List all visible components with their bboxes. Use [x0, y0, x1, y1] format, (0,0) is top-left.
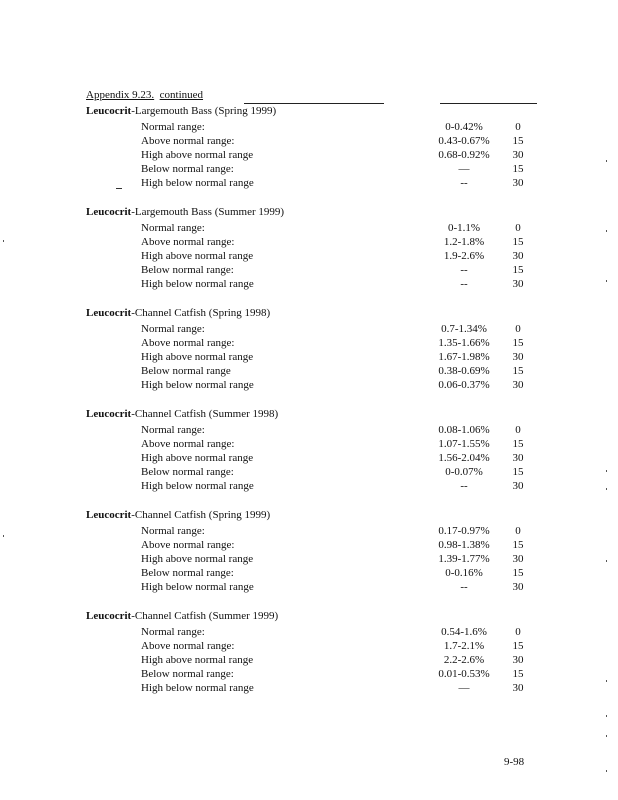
row-label: Below normal range:	[141, 163, 234, 175]
section-title-rest: -Channel Catfish (Spring 1999)	[131, 509, 271, 521]
row-range: 0.08-1.06%	[438, 424, 490, 436]
section-title-prefix: Leucocrit	[86, 509, 132, 521]
appendix-title: Appendix 9.23.	[86, 89, 155, 101]
appendix-header	[86, 89, 203, 101]
row-points: 15	[512, 438, 524, 450]
row-points: 30	[512, 379, 524, 391]
table-row	[0, 466, 618, 480]
row-points: 0	[515, 525, 521, 537]
row-label: Normal range:	[141, 424, 205, 436]
section-title-prefix: Leucocrit	[86, 307, 132, 319]
section-title-rest: -Largemouth Bass (Spring 1999)	[131, 105, 277, 117]
table-row	[0, 351, 618, 365]
row-range: 0.43-0.67%	[438, 135, 490, 147]
row-range: 1.67-1.98%	[438, 351, 490, 363]
table-row	[0, 654, 618, 668]
row-label: High above normal range	[141, 351, 254, 363]
table-row	[0, 553, 618, 567]
table-row	[0, 567, 618, 581]
table-row	[0, 121, 618, 135]
row-range: —	[458, 682, 470, 694]
table-row	[0, 323, 618, 337]
table-row	[0, 337, 618, 351]
row-label: Above normal range:	[141, 539, 235, 551]
table-row	[0, 177, 618, 191]
row-range: 0-0.42%	[445, 121, 483, 133]
row-range: 0-0.16%	[445, 567, 483, 579]
row-range: 2.2-2.6%	[443, 654, 485, 666]
section-title-rest: -Channel Catfish (Summer 1999)	[131, 610, 279, 622]
section-title	[86, 307, 270, 319]
row-label: Below normal range:	[141, 567, 234, 579]
row-points: 0	[515, 222, 521, 234]
row-points: 15	[512, 539, 524, 551]
scan-speck	[3, 240, 4, 242]
row-points: 0	[515, 323, 521, 335]
scan-speck	[606, 470, 607, 472]
row-label: High below normal range	[141, 480, 254, 492]
table-row	[0, 379, 618, 393]
row-label: Normal range:	[141, 323, 205, 335]
section-title	[86, 105, 276, 117]
row-points: 30	[512, 351, 524, 363]
row-range: 1.9-2.6%	[443, 250, 485, 262]
row-points: 0	[515, 626, 521, 638]
scan-speck	[606, 715, 607, 717]
row-points: 15	[512, 236, 524, 248]
row-label: High below normal range	[141, 278, 254, 290]
row-label: Above normal range:	[141, 438, 235, 450]
scan-speck	[606, 160, 607, 162]
header-rule-right	[440, 103, 537, 104]
table-row	[0, 452, 618, 466]
section-title-rest: -Channel Catfish (Spring 1998)	[131, 307, 271, 319]
row-points: 15	[512, 640, 524, 652]
row-points: 30	[512, 682, 524, 694]
scan-speck	[606, 680, 607, 682]
row-range: 0.38-0.69%	[438, 365, 490, 377]
row-points: 30	[512, 278, 524, 290]
row-range: --	[460, 264, 468, 276]
table-row	[0, 525, 618, 539]
page-number: 9-98	[504, 756, 525, 768]
row-label: Above normal range:	[141, 236, 235, 248]
row-points: 0	[515, 424, 521, 436]
scan-speck	[3, 535, 4, 537]
section-title-prefix: Leucocrit	[86, 610, 132, 622]
row-points: 15	[512, 466, 524, 478]
row-range: 0-1.1%	[447, 222, 481, 234]
section-title-prefix: Leucocrit	[86, 408, 132, 420]
table-row	[0, 365, 618, 379]
row-points: 15	[512, 135, 524, 147]
row-points: 0	[515, 121, 521, 133]
row-label: Normal range:	[141, 121, 205, 133]
table-row	[0, 668, 618, 682]
table-row	[0, 135, 618, 149]
table-row	[0, 250, 618, 264]
table-row	[0, 682, 618, 696]
row-range: —	[458, 163, 470, 175]
row-label: Normal range:	[141, 525, 205, 537]
row-range: 1.39-1.77%	[438, 553, 490, 565]
row-range: 1.2-1.8%	[443, 236, 485, 248]
row-range: 0-0.07%	[445, 466, 483, 478]
table-row	[0, 626, 618, 640]
table-row	[0, 640, 618, 654]
row-points: 30	[512, 149, 524, 161]
row-points: 15	[512, 337, 524, 349]
row-label: High below normal range	[141, 379, 254, 391]
row-points: 30	[512, 553, 524, 565]
scan-speck	[606, 488, 607, 490]
row-range: 1.7-2.1%	[443, 640, 485, 652]
row-points: 30	[512, 250, 524, 262]
row-points: 30	[512, 654, 524, 666]
scan-speck	[606, 230, 607, 232]
row-label: Below normal range	[141, 365, 231, 377]
table-row	[0, 424, 618, 438]
row-label: High above normal range	[141, 250, 254, 262]
row-points: 30	[512, 452, 524, 464]
row-label: High below normal range	[141, 682, 254, 694]
row-points: 15	[512, 365, 524, 377]
row-points: 15	[512, 264, 524, 276]
table-row	[0, 163, 618, 177]
row-range: 1.35-1.66%	[438, 337, 490, 349]
row-label: Normal range:	[141, 626, 205, 638]
row-range: 1.07-1.55%	[438, 438, 490, 450]
row-label: Below normal range:	[141, 466, 234, 478]
table-row	[0, 236, 618, 250]
row-points: 30	[512, 581, 524, 593]
row-points: 15	[512, 668, 524, 680]
row-range: 0.98-1.38%	[438, 539, 490, 551]
row-range: --	[460, 581, 468, 593]
row-range: --	[460, 177, 468, 189]
row-label: Above normal range:	[141, 640, 235, 652]
section-title	[86, 509, 270, 521]
scan-speck	[606, 280, 607, 282]
table-row	[0, 438, 618, 452]
table-row	[0, 581, 618, 595]
row-points: 30	[512, 177, 524, 189]
row-label: Normal range:	[141, 222, 205, 234]
section-title-prefix: Leucocrit	[86, 206, 132, 218]
scan-speck	[606, 770, 607, 772]
section-title	[86, 610, 278, 622]
section-title	[86, 206, 284, 218]
row-range: --	[460, 480, 468, 492]
row-points: 15	[512, 567, 524, 579]
table-row	[0, 264, 618, 278]
row-range: 0.01-0.53%	[438, 668, 490, 680]
scan-speck	[606, 560, 607, 562]
appendix-subtitle: continued	[159, 89, 204, 101]
table-row	[0, 480, 618, 494]
row-range: 0.17-0.97%	[438, 525, 490, 537]
row-range: 0.54-1.6%	[441, 626, 487, 638]
row-label: High below normal range	[141, 581, 254, 593]
row-range: 0.68-0.92%	[438, 149, 490, 161]
row-range: --	[460, 278, 468, 290]
scan-speck	[606, 735, 607, 737]
row-label: High above normal range	[141, 654, 254, 666]
section-title-rest: -Largemouth Bass (Summer 1999)	[131, 206, 285, 218]
row-label: Below normal range:	[141, 264, 234, 276]
row-points: 15	[512, 163, 524, 175]
row-range: 0.06-0.37%	[438, 379, 490, 391]
row-points: 30	[512, 480, 524, 492]
section-title-prefix: Leucocrit	[86, 105, 132, 117]
row-label: High above normal range	[141, 452, 254, 464]
row-label: High below normal range	[141, 177, 254, 189]
row-label: Above normal range:	[141, 135, 235, 147]
table-row	[0, 149, 618, 163]
row-label: High above normal range	[141, 149, 254, 161]
table-row	[0, 539, 618, 553]
row-label: Above normal range:	[141, 337, 235, 349]
row-label: Below normal range:	[141, 668, 234, 680]
section-title	[86, 408, 278, 420]
table-row	[0, 222, 618, 236]
row-range: 1.56-2.04%	[438, 452, 490, 464]
section-title-rest: -Channel Catfish (Summer 1998)	[131, 408, 279, 420]
table-row	[0, 278, 618, 292]
header-rule-left	[244, 103, 384, 104]
row-range: 0.7-1.34%	[441, 323, 487, 335]
row-label: High above normal range	[141, 553, 254, 565]
